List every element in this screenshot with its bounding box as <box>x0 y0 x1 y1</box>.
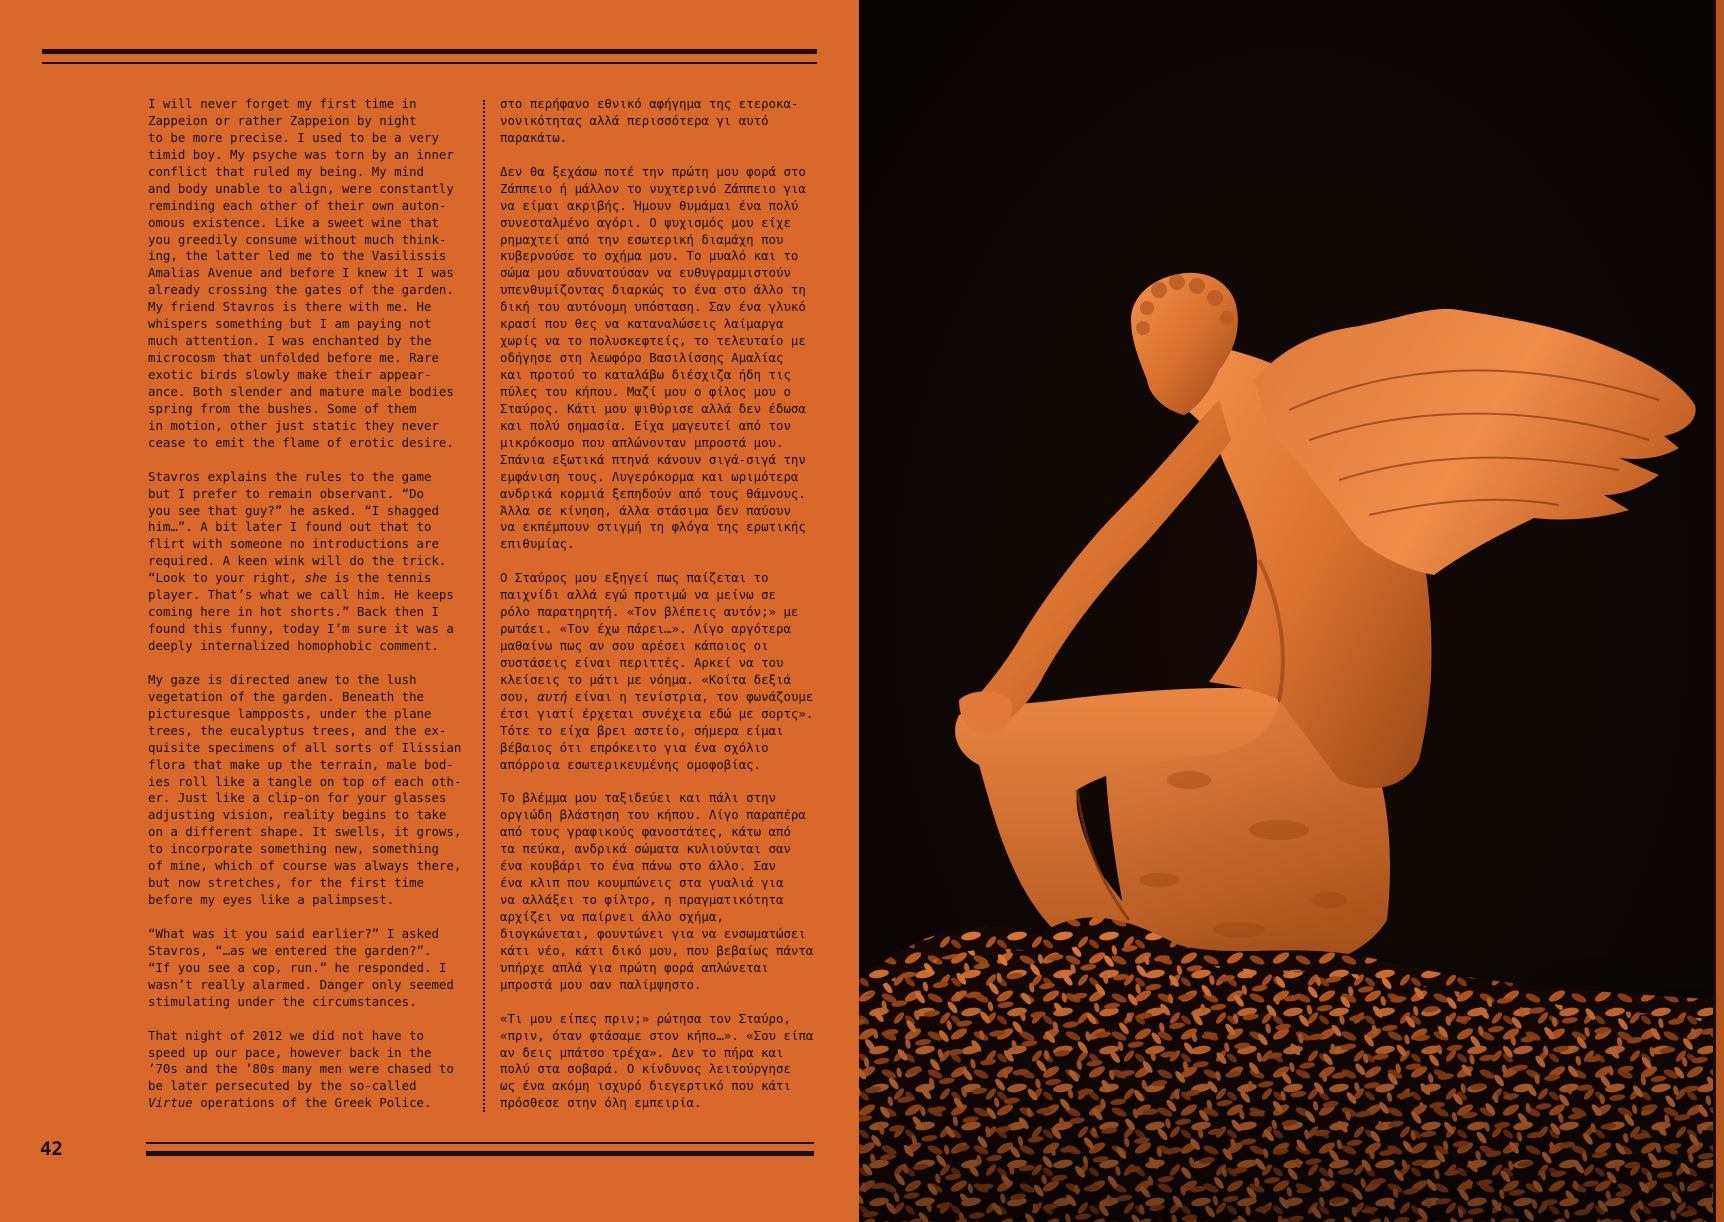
paragraph <box>148 96 468 452</box>
text-line: μπροστά μου σαν παλίμψηστο. <box>500 976 702 992</box>
italic-text: Virtue <box>148 1095 193 1111</box>
text-line: microcosm that unfolded before me. Rare <box>148 350 439 366</box>
text-line: παιχνίδι αλλά εγώ προτιμώ να μείνω σε <box>500 587 777 603</box>
text-line: διογκώνεται, φουντώνει για να ενσωματώσει <box>500 925 806 941</box>
text-line: deeply internalized homophobic comment. <box>148 638 439 653</box>
text-line: ies roll like a tangle on top of each oth- <box>148 773 462 789</box>
text-line: ως ένα ακόμη ισχυρό διεγερτικό που κάτι <box>500 1078 791 1094</box>
text-line: ’70s and the ’80s many men were chased to <box>148 1061 454 1077</box>
text-line: ance. Both slender and mature male bodies <box>148 383 454 399</box>
text-line: «Τι μου είπες πριν;» ρώτησα τον Σταύρο, <box>500 1010 791 1026</box>
text-line: omous existence. Like a sweet wine that <box>148 214 439 230</box>
text-line: πολύ στα σοβαρά. Ο κίνδυνος λειτούργησε <box>500 1061 791 1077</box>
text-line: κλείσεις το μάτι με νόημα. «Κοίτα δεξιά <box>500 671 791 687</box>
text-line: trees, the eucalyptus trees, and the ex- <box>148 722 447 738</box>
text-line: found this funny, today I’m sure it was a <box>148 621 454 637</box>
paragraph <box>500 570 820 773</box>
text-line: Zappeion or rather Zappeion by night <box>148 112 417 128</box>
text-line: βέβαιος ότι επρόκειτο για ένα σχόλιο <box>500 739 769 755</box>
text-line: you see that guy?” he asked. “I shagged <box>148 502 439 518</box>
text-line: μαθαίνω πως αν σου αρέσει κάποιος οι <box>500 638 769 653</box>
text-line: πύλες του κήπου. Μαζί μου ο φίλος μου ο <box>500 383 791 399</box>
text-line: adjusting vision, reality begins to take <box>148 807 447 823</box>
text-line: er. Just like a clip-on for your glasses <box>148 790 447 806</box>
text-line: οδήγησε στη λεωφόρο Βασιλίσσης Αμαλίας <box>500 350 784 366</box>
text-line: αρχίζει να παίρνει άλλο σχήμα, <box>500 909 724 924</box>
text-line: Σταύρος. Κάτι μου ψιθύρισε αλλά δεν έδωσα <box>500 400 806 416</box>
text-line: much attention. I was enchanted by the <box>148 333 432 349</box>
text-line: εμφάνιση τους. Λυγερόκορμα και ωριμότερα <box>500 468 799 484</box>
text-line: επιθυμίας. <box>500 536 575 552</box>
text-line: και πολύ σημασία. Είχα μαγευτεί από τον <box>500 417 791 433</box>
text-segment: είναι η τενίστρια, τον φωνάζουμε <box>567 688 814 704</box>
text-line: χωρίς να το πολυσκεφτείς, το τελευταίο με <box>500 333 806 349</box>
english-column <box>148 96 468 1129</box>
text-line: reminding each other of their own auton- <box>148 197 447 213</box>
text-line: από τους γραφικούς φανοστάτες, κάτω από <box>500 824 791 840</box>
text-line: in motion, other just static they never <box>148 417 439 433</box>
right-page-photo <box>859 0 1724 1222</box>
paragraph <box>148 469 468 655</box>
text-line: ανδρικά κορμιά ξεπηδούν από τους θάμνους. <box>500 485 806 501</box>
text-segment: operations of the Greek Police. <box>192 1095 432 1111</box>
text-line: κυβερνούσε το σχήμα μου. Το μυαλό και το <box>500 248 799 264</box>
text-line: conflict that ruled my being. My mind <box>148 163 425 179</box>
page-number: 42 <box>40 1138 63 1160</box>
text-line: vegetation of the garden. Beneath the <box>148 688 425 704</box>
paragraph <box>500 1011 820 1113</box>
paragraph <box>148 672 468 909</box>
text-line: required. A keen wink will do the trick. <box>148 553 447 569</box>
text-line: spring from the bushes. Some of them <box>148 400 417 416</box>
paragraph <box>500 790 820 993</box>
text-line: Stavros, “…as we entered the garden?”. <box>148 942 432 958</box>
text-line: Amalias Avenue and before I knew it I was <box>148 265 454 281</box>
page-edge <box>1716 0 1724 1222</box>
text-line: That night of 2012 we did not have to <box>148 1027 425 1043</box>
text-line: Άλλα σε κίνηση, άλλα στάσιμα δεν παύουν <box>500 502 791 518</box>
text-line: ρόλο παρατηρητή. «Τον βλέπεις αυτόν;» με <box>500 604 799 620</box>
text-line: timid boy. My psyche was torn by an inner <box>148 146 454 162</box>
text-line: και προτού το καταλάβω διέσχιζα ήδη τις <box>500 367 791 382</box>
text-line: Σπάνια εξωτικά πτηνά κάνουν σιγά-σιγά την <box>500 451 806 467</box>
text-line: player. That’s what we call him. He keeps <box>148 587 454 603</box>
text-line: “If you see a cop, run.” he responded. I <box>148 959 447 975</box>
bottom-rule-thick <box>146 1151 814 1156</box>
text-line: My gaze is directed anew to the lush <box>148 671 417 687</box>
text-line: να αλλάξει το φίλτρο, η πραγματικότητα <box>500 892 784 908</box>
text-line: cease to emit the flame of erotic desire. <box>148 434 454 450</box>
text-line: already crossing the gates of the garden. <box>148 282 454 298</box>
paragraph <box>500 164 820 554</box>
text-segment: σου, <box>500 688 538 704</box>
text-line: and body unable to align, were constantly <box>148 180 454 196</box>
text-line: οργιώδη βλάστηση του κήπου. Λίγο παραπέρα <box>500 807 806 823</box>
text-line <box>500 689 820 706</box>
text-line: My friend Stavros is there with me. He <box>148 299 432 315</box>
text-line: να είμαι ακριβής. Ήμουν θυμάμαι ένα πολύ <box>500 197 799 213</box>
text-line: quisite specimens of all sorts of Ilissian <box>148 739 462 755</box>
paragraph <box>148 926 468 1011</box>
left-page <box>0 0 859 1222</box>
text-line: «πριν, όταν φτάσαμε στον κήπο…». «Σου είπα <box>500 1027 814 1043</box>
text-line: whispers something but I am paying not <box>148 316 432 332</box>
italic-text: αυτή <box>537 688 568 704</box>
text-line: to incorporate something new, something <box>148 841 439 857</box>
text-line: I will never forget my first time in <box>148 96 417 111</box>
text-line: Ο Σταύρος μου εξηγεί πως παίζεται το <box>500 570 769 586</box>
text-line: of mine, which of course was always there, <box>148 858 462 874</box>
text-line: stimulating under the circumstances. <box>148 993 417 1009</box>
text-line: Stavros explains the rules to the game <box>148 468 432 484</box>
text-line: συνεσταλμένο αγόρι. Ο ψυχισμός μου είχε <box>500 214 791 230</box>
text-line: before my eyes like a palimpsest. <box>148 892 395 908</box>
text-line: picturesque lampposts, under the plane <box>148 705 432 721</box>
text-line: wasn’t really alarmed. Danger only seemed <box>148 976 454 992</box>
bottom-rule-thin <box>146 1142 814 1144</box>
text-line: Δεν θα ξεχάσω ποτέ την πρώτη μου φορά στο <box>500 163 806 179</box>
text-line: but I prefer to remain observant. “Do <box>148 485 425 501</box>
text-line: συστάσεις είναι περιττές. Αρκεί να του <box>500 654 784 670</box>
text-line: στο περήφανο εθνικό αφήγημα της ετεροκα- <box>500 96 799 111</box>
text-line: ρωτάει. «Τον έχω πάρει…». Λίγο αργότερα <box>500 621 791 637</box>
text-line: be later persecuted by the so-called <box>148 1078 417 1094</box>
text-segment: “Look to your right, <box>148 570 305 586</box>
text-line: πρόσθεσε στην όλη εμπειρία. <box>500 1095 702 1111</box>
greek-column <box>500 96 820 1129</box>
text-line: Τότε το είχα βρει αστείο, σήμερα είμαι <box>500 722 784 738</box>
page-edge-line <box>1713 0 1716 1222</box>
text-line: Το βλέμμα μου ταξιδεύει και πάλι στην <box>500 790 777 806</box>
text-line: on a different shape. It swells, it grows, <box>148 824 462 840</box>
text-line: ένα κλιπ που κουμπώνεις στα γυαλιά για <box>500 875 784 891</box>
text-line <box>148 570 468 587</box>
text-line: “What was it you said earlier?” I asked <box>148 925 439 941</box>
text-segment: is the tennis <box>327 570 432 586</box>
text-line: να εκπέμπουν στιγμή τη φλόγα της ερωτικής <box>500 519 806 535</box>
text-line: Ζάππειο ή μάλλον το νυχτερινό Ζάππειο για <box>500 180 806 196</box>
paragraph <box>500 96 820 147</box>
text-line: απόρροια εσωτερικευμένης ομοφοβίας. <box>500 756 762 772</box>
text-line: flora that make up the terrain, male bod- <box>148 756 454 772</box>
text-line: flirt with someone no introductions are <box>148 536 439 552</box>
text-line: σώμα μου αδυνατούσαν να ευθυγραμμιστούν <box>500 265 791 281</box>
text-line: coming here in hot shorts.” Back then I <box>148 604 439 620</box>
text-line: τα πεύκα, ανδρικά σώματα κυλιούνται σαν <box>500 841 791 857</box>
text-line: έτσι γιατί έρχεται συνέχεια εδώ με σορτς». <box>500 705 814 721</box>
text-line <box>148 1095 468 1112</box>
text-line: ing, the latter led me to the Vasilissis <box>148 248 447 264</box>
text-line: μικρόκοσμο που απλώνονταν μπροστά μου. <box>500 434 784 450</box>
angel-statue-photo <box>859 0 1724 1222</box>
text-line: speed up our pace, however back in the <box>148 1044 432 1060</box>
top-rule-thin <box>42 62 817 64</box>
text-line: you greedily consume without much think- <box>148 231 447 247</box>
italic-text: she <box>304 570 328 586</box>
text-line: παρακάτω. <box>500 129 568 145</box>
text-line: him…”. A bit later I found out that to <box>148 519 432 535</box>
text-line: δική του αυτόνομη υπόσταση. Σαν ένα γλυκό <box>500 299 806 315</box>
text-line: κρασί που θες να καταναλώσεις λαίμαργα <box>500 316 784 332</box>
foliage-shade <box>859 930 1724 1222</box>
text-line: but now stretches, for the first time <box>148 875 425 891</box>
text-line: αν δεις μπάτσο τρέχα». Δεν το πήρα και <box>500 1044 784 1060</box>
text-line: ένα κουβάρι το ένα πάνω στο άλλο. Σαν <box>500 858 777 874</box>
text-line: υπενθυμίζοντας διαρκώς το ένα στο άλλο τη <box>500 282 806 298</box>
paragraph <box>148 1028 468 1113</box>
text-line: κάτι νέο, κάτι δικό μου, που βεβαίως πάντα <box>500 942 814 958</box>
text-line: νονικότητας αλλά περισσότερα γι αυτό <box>500 112 769 128</box>
text-line: exotic birds slowly make their appear- <box>148 367 432 382</box>
top-rule-thick <box>42 49 817 54</box>
text-line: ρημαχτεί από την εσωτερική διαμάχη που <box>500 231 784 247</box>
column-divider <box>483 100 485 1112</box>
text-line: υπήρχε απλά για πρώτη φορά απλώνεται <box>500 959 769 975</box>
text-line: to be more precise. I used to be a very <box>148 129 439 145</box>
